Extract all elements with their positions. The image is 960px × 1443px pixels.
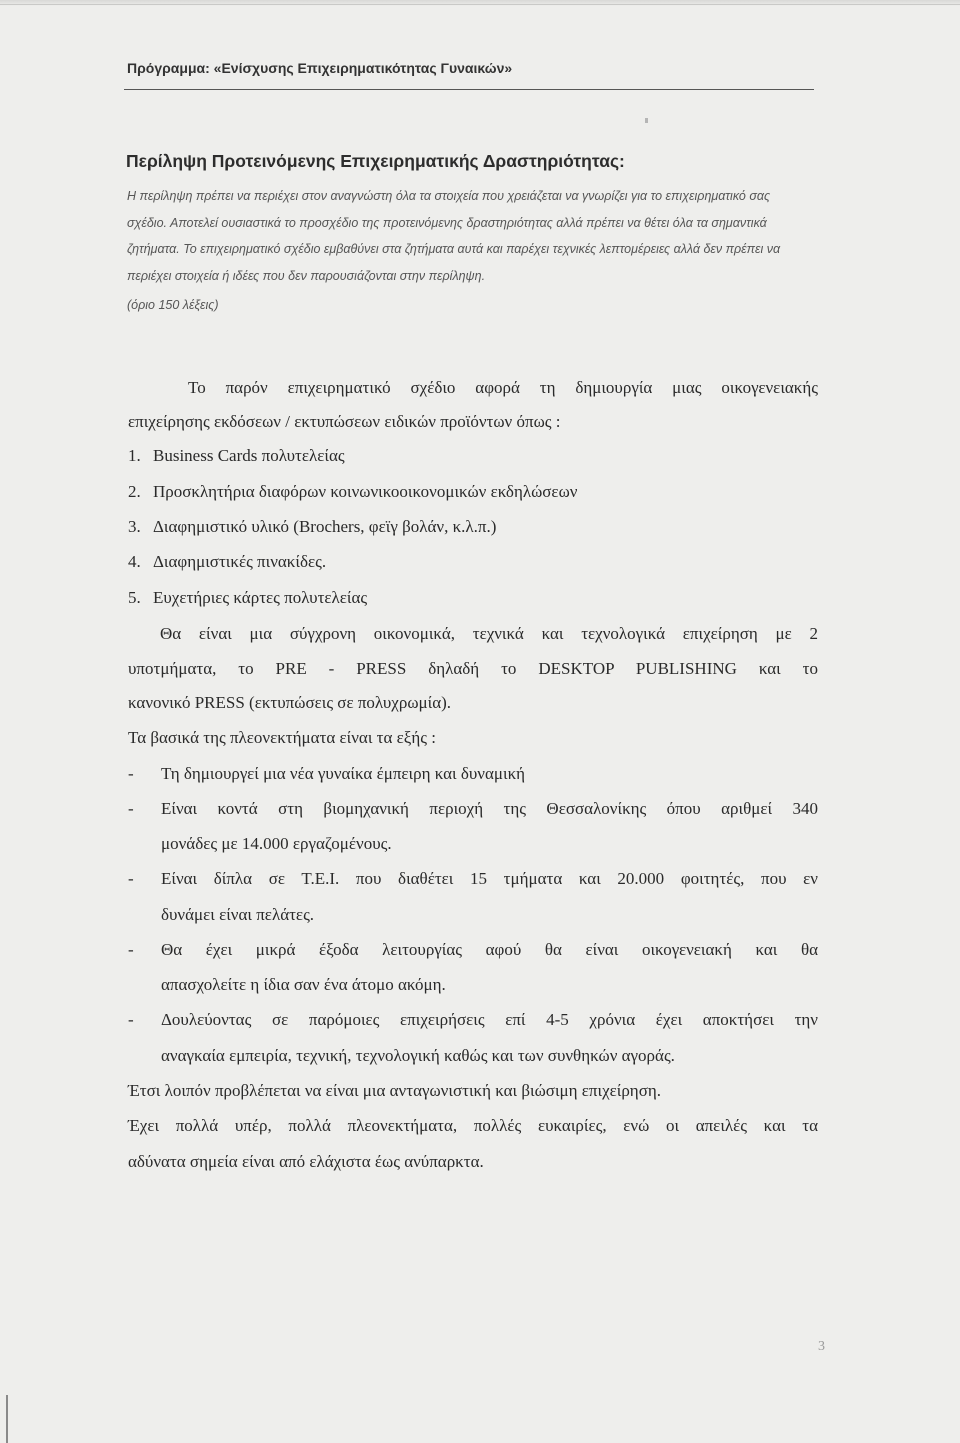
advantage-line: αναγκαία εμπειρία, τεχνική, τεχνολογική καθώς και των συνθηκών αγοράς. (161, 1046, 675, 1065)
bullet-dash: - (128, 799, 134, 818)
advantage-line: Τη δημιουργεί μια νέα γυναίκα έμπειρη και δυναμική (161, 764, 526, 783)
description-line-3: κανονικό PRESS (εκτυπώσεις σε πολυχρωμία). (128, 693, 452, 712)
bullet-dash: - (128, 940, 134, 959)
product-item-1 (128, 446, 345, 466)
scan-speck (645, 118, 648, 123)
advantage-line: Θα έχει μικρά έξοδα λειτουργίας αφού θα είναι οικογενειακή και θα (161, 940, 818, 959)
instructions (127, 183, 797, 319)
description-line-2: υποτμήματα, το PRE - PRESS δηλαδή το DESKTOP PUBLISHING και το (128, 659, 818, 678)
item-text: Προσκλητήρια διαφόρων κοινωνικοοικονομικών εκδηλώσεων (153, 482, 578, 501)
advantage-line: Είναι κοντά στη βιομηχανική περιοχή της Θεσσαλονίκης όπου αριθμεί 340 (161, 799, 818, 818)
product-item-5 (128, 588, 367, 608)
item-number: 3. (128, 517, 141, 536)
item-text: Ευχετήριες κάρτες πολυτελείας (153, 588, 368, 607)
bullet-dash: - (128, 764, 134, 783)
description-line-1: Θα είναι μια σύγχρονη οικονομικά, τεχνικά και τεχνολογικά επιχείρηση με 2 (160, 624, 818, 643)
product-item-3 (128, 517, 496, 537)
bullet-dash: - (128, 1010, 134, 1029)
advantage-line: μονάδες με 14.000 εργαζομένους. (161, 834, 392, 853)
item-text: Διαφημιστικό υλικό (Brochers, φεϊγ βολάν, κ.λ.π.) (153, 517, 497, 536)
advantages-intro: Τα βασικά της πλεονεκτήματα είναι τα εξής : (128, 728, 436, 747)
item-number: 4. (128, 552, 141, 571)
program-header: Πρόγραμμα: «Ενίσχυσης Επιχειρηματικότητας Γυναικών» (127, 60, 513, 76)
item-text: Διαφημιστικές πινακίδες. (153, 552, 327, 571)
advantage-line: Δουλεύοντας σε παρόμοιες επιχειρήσεις επί 4-5 χρόνια έχει αποκτήσει την (161, 1010, 818, 1029)
header-divider (124, 89, 814, 90)
scan-edge (0, 0, 960, 6)
bullet-dash: - (128, 869, 134, 888)
scan-edge-left (6, 1395, 8, 1443)
intro-line-1: Το παρόν επιχειρηματικό σχέδιο αφορά τη δημιουργία μιας οικογενειακής (188, 378, 818, 397)
item-number: 1. (128, 446, 141, 465)
advantage-line: δυνάμει είναι πελάτες. (161, 905, 315, 924)
advantage-line: Είναι δίπλα σε Τ.Ε.Ι. που διαθέτει 15 τμήματα και 20.000 φοιτητές, που εν (161, 869, 818, 888)
item-number: 5. (128, 588, 141, 607)
conclusion: Έτσι λοιπόν προβλέπεται να είναι μια ανταγωνιστική και βιώσιμη επιχείρηση. (128, 1081, 662, 1100)
scan-line (0, 4, 960, 5)
page-number: 3 (818, 1339, 825, 1354)
intro-line-2: επιχείρησης εκδόσεων / εκτυπώσεων ειδικών προϊόντων όπως : (128, 412, 561, 431)
item-number: 2. (128, 482, 141, 501)
product-item-2 (128, 482, 577, 502)
closing-line-1: Έχει πολλά υπέρ, πολλά πλεονεκτήματα, πολλές ευκαιρίες, ενώ οι απειλές και τα (128, 1116, 818, 1135)
section-title: Περίληψη Προτεινόμενης Επιχειρηματικής Δραστηριότητας: (126, 151, 625, 171)
product-item-4 (128, 552, 326, 572)
word-limit: (όριο 150 λέξεις) (127, 298, 219, 312)
item-text: Business Cards πολυτελείας (153, 446, 345, 465)
advantage-line: απασχολείτε η ίδια σαν ένα άτομο ακόμη. (161, 975, 446, 994)
instructions-text: Η περίληψη πρέπει να περιέχει στον αναγνώστη όλα τα στοιχεία που χρειάζεται να γνωρίζει για το επιχειρηματικό σας σχέδιο. Αποτελεί ουσιαστικά το προσχέδιο της προτεινόμενης δραστηριότητας αλλά πρέπει να θέτει όλα τα σημαντικά ζητήματα. Το επιχειρηματικό σχέδιο εμβαθύνει στα ζητήματα αυτά και παρέχει τεχνικές λεπτομέρειες αλλά δεν πρέπει να περιέχει στοιχεία ή ιδέες που δεν παρουσιάζονται στην περίληψη. (127, 189, 781, 283)
closing-line-2: αδύνατα σημεία είναι από ελάχιστα έως ανύπαρκτα. (128, 1152, 484, 1171)
